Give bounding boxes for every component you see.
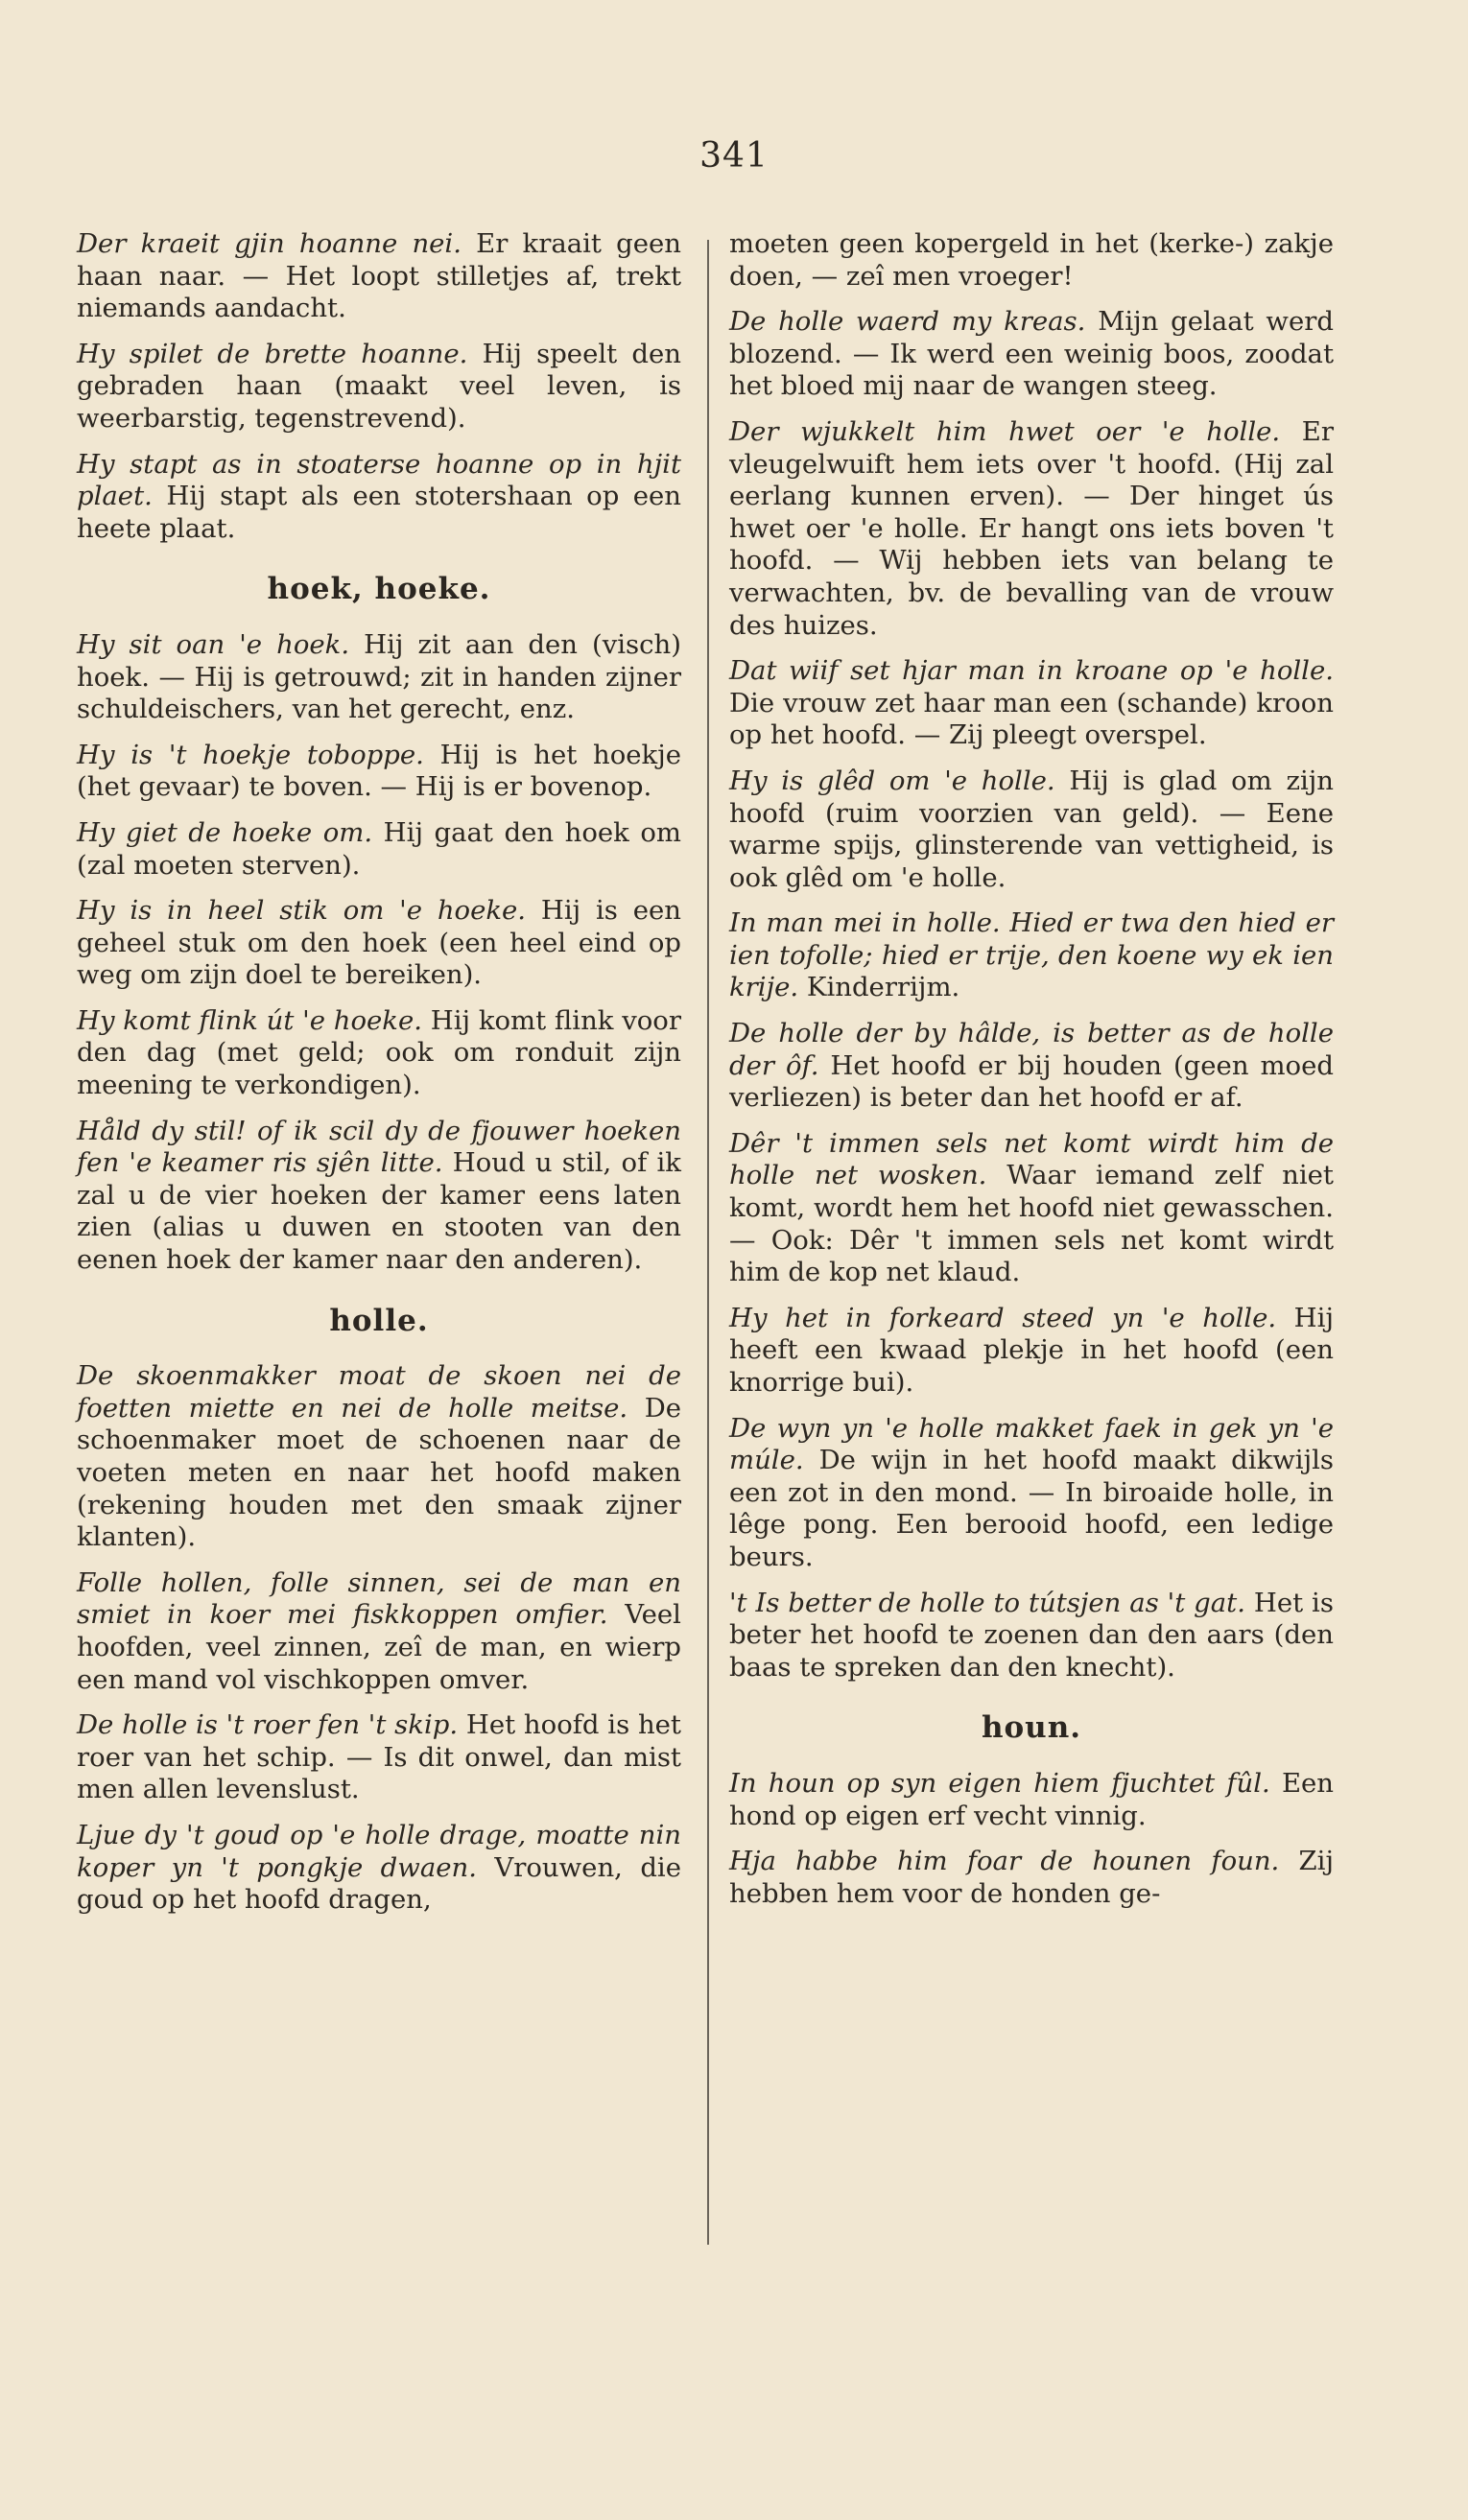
dictionary-entry bbox=[77, 1360, 681, 1554]
dictionary-entry bbox=[729, 1768, 1334, 1832]
dictionary-entry bbox=[77, 449, 681, 546]
frisian-phrase: De wyn yn 'e holle makket faek in gek yn 'e múle. bbox=[729, 1412, 1334, 1476]
dutch-translation: Mijn gelaat werd blozend. — Ik werd een weinig boos, zoodat het bloed mij naar de wangen steeg. bbox=[729, 306, 1334, 402]
frisian-phrase: Hy stapt as in stoaterse hoanne op in hjit plaet. bbox=[77, 448, 681, 512]
dictionary-entry bbox=[729, 306, 1334, 403]
dutch-translation: Er vleugelwuift hem iets over 't hoofd. (Hij zal eerlang kunnen erven). — Der hinget ús hwet oer 'e holle. Er hangt ons iets boven 't hoofd. — Wij hebben iets van belang te verwachten, bv. de bevalling van de vrouw des huizes. bbox=[729, 415, 1334, 641]
dictionary-entry bbox=[729, 1128, 1334, 1289]
frisian-phrase: Hy is 't hoekje toboppe. bbox=[77, 739, 424, 770]
dutch-translation: Het is beter het hoofd te zoenen dan den aars (den baas te spreken dan den knecht). bbox=[729, 1587, 1334, 1683]
dictionary-entry bbox=[77, 629, 681, 726]
frisian-phrase: Der kraeit gjin hoanne nei. bbox=[77, 228, 462, 259]
frisian-phrase: In houn op syn eigen hiem fjuchtet fûl. bbox=[729, 1767, 1270, 1799]
frisian-phrase: Håld dy stil! of ik scil dy de fjouwer hoeken fen 'e keamer ris sjên litte. bbox=[77, 1115, 681, 1179]
dutch-translation: Hij is een geheel stuk om den hoek (een heel eind op weg om zijn doel te bereiken). bbox=[77, 895, 681, 991]
dutch-translation: Hij komt flink voor den dag (met geld; ook om ronduit zijn meening te verkondigen). bbox=[77, 1004, 682, 1101]
dutch-translation: Die vrouw zet haar man een (schande) kroon op het hoofd. — Zij pleegt overspel. bbox=[729, 687, 1334, 751]
dictionary-entry bbox=[77, 817, 681, 882]
dictionary-entry bbox=[77, 1567, 681, 1696]
headword: hoek, hoeke. bbox=[267, 572, 491, 607]
frisian-phrase: Folle hollen, folle sinnen, sei de man en smiet in koer mei fiskkoppen omfier. bbox=[77, 1566, 681, 1631]
dutch-translation: Hij is glad om zijn hoofd (ruim voorzien van geld). — Eene warme spijs, glinsterende van vettigheid, is ook glêd om 'e holle. bbox=[729, 765, 1334, 893]
dutch-translation: Kinderrijm. bbox=[806, 972, 960, 1003]
frisian-phrase: Dêr 't immen sels net komt wirdt him de holle net wosken. bbox=[729, 1127, 1334, 1191]
dictionary-entry bbox=[77, 339, 681, 436]
dictionary-entry bbox=[729, 1018, 1334, 1115]
frisian-phrase: Hy is in heel stik om 'e hoeke. bbox=[77, 895, 527, 927]
dictionary-entry bbox=[77, 228, 681, 325]
dutch-translation: moeten geen kopergeld in het (kerke-) zakje doen, — zeî men vroeger! bbox=[729, 228, 1334, 292]
frisian-phrase: 't Is better de holle to tútsjen as 't gat. bbox=[729, 1587, 1245, 1618]
frisian-phrase: Hy spilet de brette hoanne. bbox=[77, 338, 468, 369]
dictionary-entry bbox=[729, 1588, 1334, 1684]
headword: houn. bbox=[981, 1710, 1082, 1746]
frisian-phrase: Hy sit oan 'e hoek. bbox=[77, 628, 350, 660]
dutch-translation: Hij is het hoekje (het gevaar) te boven. — Hij is er bovenop. bbox=[77, 739, 682, 803]
dutch-translation: Hij speelt den gebraden haan (maakt veel leven, is weerbarstig, tegenstrevend). bbox=[77, 338, 681, 434]
dutch-translation: Het hoofd is het roer van het schip. — Is dit onwel, dan mist men allen levenslust. bbox=[77, 1709, 681, 1805]
right-column bbox=[729, 228, 1334, 1923]
dutch-translation: Vrouwen, die goud op het hoofd dragen, bbox=[77, 1851, 681, 1916]
headword: holle. bbox=[329, 1303, 429, 1338]
dictionary-entry bbox=[729, 907, 1334, 1004]
frisian-phrase: In man mei in holle. Hied er twa den hied er ien tofolle; hied er trije, den koene wy ek ien krije. bbox=[729, 907, 1334, 1003]
left-column bbox=[77, 228, 681, 1930]
column-divider bbox=[707, 240, 709, 2245]
dictionary-entry bbox=[729, 765, 1334, 894]
frisian-phrase: Hy het in forkeard steed yn 'e holle. bbox=[729, 1302, 1277, 1333]
frisian-phrase: Hja habbe him foar de hounen foun. bbox=[729, 1846, 1280, 1877]
dutch-translation: Houd u stil, of ik zal u de vier hoeken der kamer eens laten zien (alias u duwen en stooten van den eenen hoek der kamer naar den anderen). bbox=[77, 1147, 681, 1276]
dictionary-entry bbox=[77, 895, 681, 992]
dictionary-entry bbox=[77, 740, 681, 804]
frisian-phrase: Dat wiif set hjar man in kroane op 'e holle. bbox=[729, 655, 1334, 687]
dictionary-entry bbox=[729, 655, 1334, 752]
dictionary-entry bbox=[729, 1413, 1334, 1574]
dutch-translation: Hij zit aan den (visch) hoek. — Hij is getrouwd; zit in handen zijner schuldeischers, van het gerecht, enz. bbox=[77, 628, 681, 725]
frisian-phrase: Hy komt flink út 'e hoeke. bbox=[77, 1004, 422, 1036]
dictionary-entry bbox=[729, 416, 1334, 642]
dictionary-entry bbox=[77, 1709, 681, 1806]
dutch-translation: Een hond op eigen erf vecht vinnig. bbox=[729, 1767, 1334, 1831]
dictionary-entry bbox=[77, 1005, 681, 1102]
page-number: 341 bbox=[699, 136, 769, 176]
dutch-translation: Veel hoofden, veel zinnen, zeî de man, en wierp een mand vol vischkoppen omver. bbox=[77, 1599, 681, 1695]
frisian-phrase: De holle is 't roer fen 't skip. bbox=[77, 1709, 459, 1741]
frisian-phrase: De holle der by hâlde, is better as de holle der ôf. bbox=[729, 1018, 1334, 1081]
dictionary-entry bbox=[729, 1846, 1334, 1910]
dutch-translation: Hij stapt als een stotershaan op een heete plaat. bbox=[77, 481, 681, 544]
frisian-phrase: Ljue dy 't goud op 'e holle drage, moatte nin koper yn 't pongkje dwaen. bbox=[77, 1819, 681, 1883]
frisian-phrase: Der wjukkelt him hwet oer 'e holle. bbox=[729, 415, 1281, 447]
dutch-translation: Waar iemand zelf niet komt, wordt hem het hoofd niet gewasschen. — Ook: Dêr 't immen sels net komt wirdt him de kop net klaud. bbox=[729, 1160, 1334, 1288]
dutch-translation: Zij hebben hem voor de honden ge- bbox=[729, 1846, 1334, 1909]
frisian-phrase: Hy is glêd om 'e holle. bbox=[729, 765, 1055, 796]
dutch-translation: Het hoofd er bij houden (geen moed verliezen) is beter dan het hoofd er af. bbox=[729, 1049, 1334, 1114]
dictionary-entry bbox=[729, 228, 1334, 293]
dutch-translation: Hij gaat den hoek om (zal moeten sterven). bbox=[77, 816, 681, 881]
dutch-translation: De wijn in het hoofd maakt dikwijls een zot in den mond. — In biroaide holle, in lêge pong. Een berooid hoofd, een ledige beurs. bbox=[729, 1445, 1335, 1572]
dutch-translation: Hij heeft een kwaad plekje in het hoofd (een knorrige bui). bbox=[729, 1302, 1334, 1398]
dictionary-entry bbox=[77, 1116, 681, 1277]
dutch-translation: Er kraait geen haan naar. — Het loopt stilletjes af, trekt niemands aandacht. bbox=[77, 228, 681, 324]
frisian-phrase: De skoenmakker moat de skoen nei de foetten miette en nei de holle meitse. bbox=[77, 1360, 681, 1424]
frisian-phrase: Hy giet de hoeke om. bbox=[77, 816, 373, 848]
dutch-translation: De schoenmaker moet de schoenen naar de voeten meten en naar het hoofd maken (rekening houden met den smaak zijner klanten). bbox=[77, 1392, 682, 1553]
frisian-phrase: De holle waerd my kreas. bbox=[729, 306, 1086, 338]
dictionary-entry bbox=[77, 1820, 681, 1917]
dictionary-entry bbox=[729, 1303, 1334, 1400]
